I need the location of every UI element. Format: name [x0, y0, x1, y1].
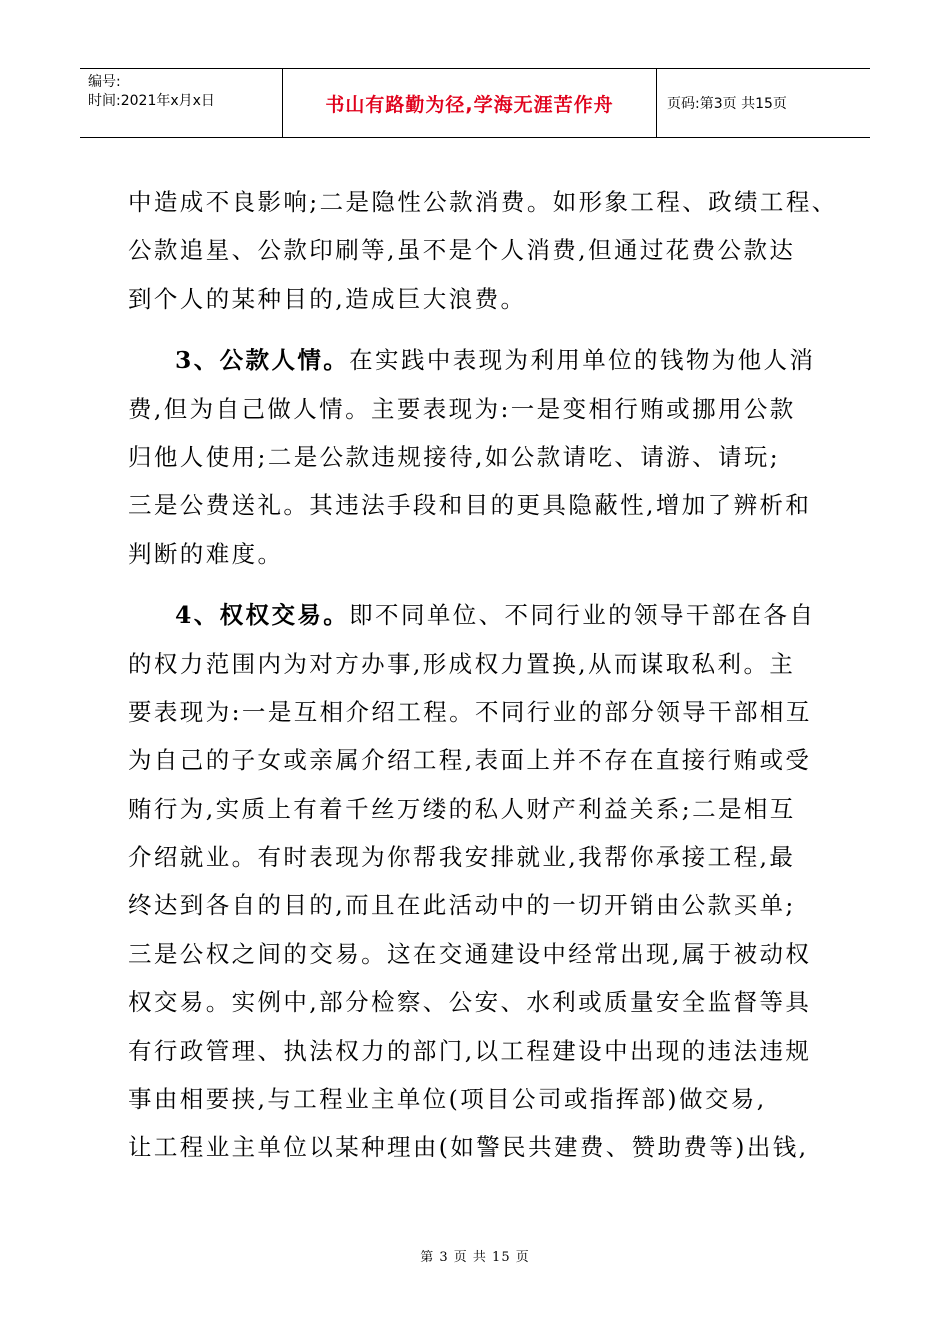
- page-header: [80, 68, 870, 138]
- section-heading: 4、权权交易。: [175, 601, 350, 630]
- text-line: 中造成不良影响;二是隐性公款消费。如形象工程、政绩工程、: [128, 188, 838, 216]
- text-line: 为自己的子女或亲属介绍工程,表面上并不存在直接行贿或受: [128, 746, 812, 775]
- text-line: 介绍就业。有时表现为你帮我安排就业,我帮你承接工程,最: [128, 843, 796, 872]
- section-heading: 3、公款人情。: [175, 346, 350, 375]
- document-number-label: 编号:: [88, 74, 121, 90]
- text-line: [128, 591, 828, 639]
- text-line: 到个人的某种目的,造成巨大浪费。: [128, 284, 527, 313]
- text-line: 权交易。实例中,部分检察、公安、水利或质量安全监督等具: [128, 988, 812, 1017]
- text-line: 归他人使用;二是公款违规接待,如公款请吃、请游、请玩;: [128, 442, 781, 471]
- text-line: 判断的难度。: [128, 539, 284, 568]
- text-span: 在实践中表现为利用单位的钱物为他人消: [349, 346, 816, 375]
- text-line: 有行政管理、执法权力的部门,以工程建设中出现的违法违规: [128, 1036, 812, 1065]
- text-line: 费,但为自己做人情。主要表现为:一是变相行贿或挪用公款: [128, 394, 796, 423]
- text-line: 事由相要挟,与工程业主单位(项目公司或指挥部)做交易,: [128, 1085, 767, 1114]
- text-line: 的权力范围内为对方办事,形成权力置换,从而谋取私利。主: [128, 649, 796, 678]
- text-line: 要表现为:一是互相介绍工程。不同行业的部分领导干部相互: [128, 697, 812, 726]
- text-line: 公款追星、公款印刷等,虽不是个人消费,但通过花费公款达: [128, 236, 796, 265]
- text-line: [128, 336, 828, 384]
- document-time-label: 时间:2021年x月x日: [88, 93, 215, 109]
- paragraph-1: [128, 178, 838, 323]
- text-line: 三是公权之间的交易。这在交通建设中经常出现,属于被动权: [128, 939, 812, 968]
- header-meta: [80, 69, 283, 137]
- paragraph-2: [128, 336, 828, 578]
- document-body: [128, 178, 838, 1172]
- text-line: 让工程业主单位以某种理由(如警民共建费、赞助费等)出钱,: [128, 1133, 809, 1162]
- text-span: 即不同单位、不同行业的领导干部在各自: [349, 601, 816, 630]
- paragraph-3: [128, 591, 828, 1172]
- page-footer: 第 3 页 共 15 页: [420, 1250, 530, 1265]
- text-line: 终达到各自的目的,而且在此活动中的一切开销由公款买单;: [128, 891, 796, 920]
- text-line: 三是公费送礼。其违法手段和目的更具隐蔽性,增加了辨析和: [128, 491, 812, 520]
- header-page-info: 页码:第3页 共15页: [667, 96, 787, 112]
- text-line: 贿行为,实质上有着千丝万缕的私人财产利益关系;二是相互: [128, 794, 796, 823]
- header-motto: 书山有路勤为径,学海无涯苦作舟: [283, 69, 657, 137]
